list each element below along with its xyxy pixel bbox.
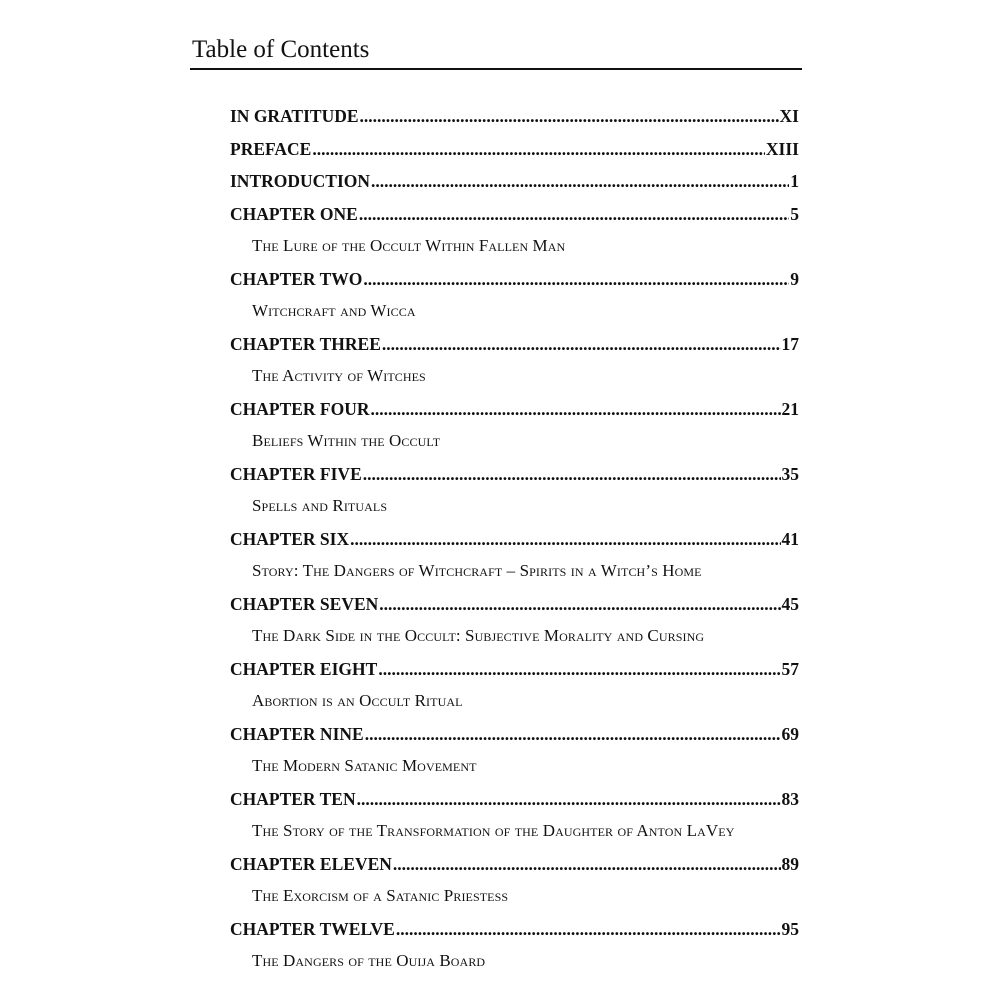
toc-entry[interactable] (230, 393, 799, 426)
toc-entry[interactable] (230, 588, 799, 621)
toc-entry-page-number: 35 (781, 463, 799, 484)
dot-leader (363, 263, 789, 295)
dot-leader (396, 913, 781, 945)
dot-leader (350, 523, 780, 555)
toc-entry-page-number: 69 (781, 723, 799, 744)
toc-entry-label: IN GRATITUDE (230, 106, 359, 126)
dot-leader (382, 328, 781, 360)
toc-entry-label: CHAPTER EIGHT (230, 658, 378, 679)
toc-entry[interactable] (230, 133, 799, 166)
dot-leader (379, 588, 780, 620)
toc-entry-label: CHAPTER NINE (230, 723, 364, 744)
toc-entry-page-number: 1 (790, 171, 799, 191)
dot-leader (312, 133, 765, 165)
toc-entry[interactable] (230, 165, 799, 198)
toc-chapter-subtitle: The Story of the Transformation of the Daughter of Anton LaVey (252, 821, 735, 840)
page-title: Table of Contents (192, 36, 370, 63)
dot-leader (378, 653, 780, 685)
toc-chapter-subtitle: The Dark Side in the Occult: Subjective Morality and Cursing (252, 626, 705, 645)
toc-entry-page-number: 45 (781, 593, 799, 614)
toc-entry[interactable] (230, 523, 799, 556)
toc-entry[interactable] (230, 848, 799, 881)
toc-entry-label: CHAPTER TEN (230, 788, 356, 809)
toc-chapter-subtitle: The Activity of Witches (252, 366, 426, 385)
toc-entry-label: CHAPTER TWO (230, 268, 363, 289)
toc-entry[interactable] (230, 100, 799, 133)
toc-entry-label: CHAPTER ONE (230, 203, 358, 224)
dot-leader (359, 198, 789, 230)
page-heading (190, 34, 802, 70)
dot-leader (363, 458, 781, 490)
toc-entry[interactable] (230, 718, 799, 751)
dot-leader (371, 393, 781, 425)
toc-entry-page-number: 95 (781, 918, 799, 939)
toc-entry-label: CHAPTER TWELVE (230, 918, 395, 939)
toc-entry-label: CHAPTER THREE (230, 333, 381, 354)
toc-entry-label: PREFACE (230, 138, 312, 159)
toc-chapter-subtitle: Witchcraft and Wicca (252, 301, 416, 320)
toc-entry[interactable] (230, 653, 799, 686)
toc-entry-page-number: 9 (790, 268, 799, 289)
toc-entry-page-number: XI (779, 106, 799, 126)
toc-chapter-subtitle: The Exorcism of a Satanic Priestess (252, 886, 509, 905)
toc-entry-page-number: 57 (781, 658, 799, 679)
toc-chapter-subtitle: The Dangers of the Ouija Board (252, 951, 486, 970)
toc-chapter-subtitle: Story: The Dangers of Witchcraft – Spirits in a Witch’s Home (252, 561, 702, 580)
toc-entry[interactable] (230, 913, 799, 946)
toc-entry-label: CHAPTER SEVEN (230, 593, 379, 614)
toc-entry-page-number: 41 (781, 528, 799, 549)
toc-entry-page-number: 89 (781, 853, 799, 874)
toc-entry-page-number: 17 (781, 333, 799, 354)
table-of-contents (230, 100, 799, 978)
toc-entry-label: CHAPTER FIVE (230, 463, 362, 484)
toc-chapter-subtitle: Beliefs Within the Occult (252, 431, 441, 450)
dot-leader (357, 783, 781, 815)
toc-entry[interactable] (230, 198, 799, 231)
toc-entry[interactable] (230, 263, 799, 296)
toc-entry[interactable] (230, 783, 799, 816)
toc-chapter-subtitle: Abortion is an Occult Ritual (252, 691, 463, 710)
toc-entry-page-number: 21 (781, 398, 799, 419)
toc-entry-page-number: 83 (781, 788, 799, 809)
toc-chapter-subtitle: Spells and Rituals (252, 496, 388, 515)
toc-chapter-subtitle: The Modern Satanic Movement (252, 756, 477, 775)
toc-entry-label: CHAPTER ELEVEN (230, 853, 392, 874)
toc-entry-page-number: XIII (765, 138, 799, 159)
toc-entry-label: INTRODUCTION (230, 171, 371, 191)
toc-entry-label: CHAPTER SIX (230, 528, 350, 549)
toc-entry-page-number: 5 (790, 203, 799, 224)
toc-chapter-subtitle: The Lure of the Occult Within Fallen Man (252, 236, 566, 255)
toc-entry[interactable] (230, 328, 799, 361)
dot-leader (360, 100, 779, 132)
dot-leader (365, 718, 781, 750)
dot-leader (393, 848, 781, 880)
toc-entry-label: CHAPTER FOUR (230, 398, 370, 419)
dot-leader (371, 165, 789, 197)
toc-entry[interactable] (230, 458, 799, 491)
